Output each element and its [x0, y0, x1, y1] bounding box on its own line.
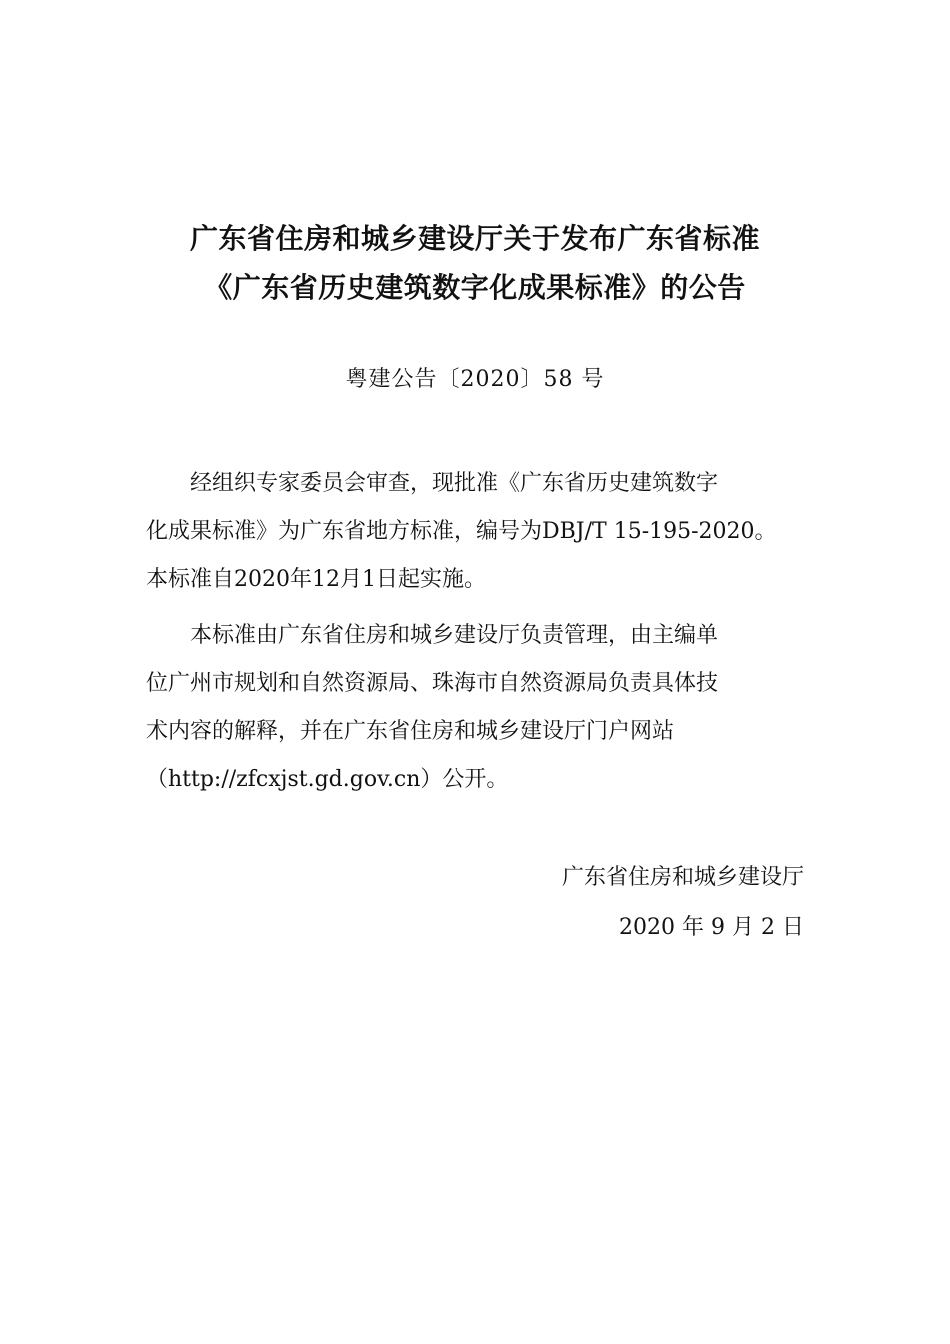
announcement-title-line-1: 广东省住房和城乡建设厅关于发布广东省标准: [189, 222, 760, 255]
issuing-organization: 广东省住房和城乡建设厅: [561, 865, 804, 890]
paragraph-management-line-4: （http://zfcxjst.gd.gov.cn）公开。: [146, 767, 509, 792]
paragraph-approval-line-3: 本标准自2020年12月1日起实施。: [146, 567, 486, 592]
issue-date: 2020 年 9 月 2 日: [619, 915, 804, 940]
paragraph-management-line-2: 位广州市规划和自然资源局、珠海市自然资源局负责具体技: [146, 671, 719, 696]
paragraph-management-line-3: 术内容的解释，并在广东省住房和城乡建设厅门户网站: [146, 719, 675, 744]
document-number: 粤建公告〔2020〕58 号: [345, 367, 605, 392]
paragraph-management: [146, 612, 816, 804]
paragraph-approval: [146, 460, 816, 604]
paragraph-management-line-1: 本标准由广东省住房和城乡建设厅负责管理，由主编单: [190, 623, 719, 648]
paragraph-approval-line-1: 经组织专家委员会审查，现批准《广东省历史建筑数字: [190, 471, 719, 496]
announcement-title-line-2: 《广东省历史建筑数字化成果标准》的公告: [204, 271, 746, 304]
paragraph-approval-line-2: 化成果标准》为广东省地方标准，编号为DBJ/T 15-195-2020。: [146, 519, 777, 544]
